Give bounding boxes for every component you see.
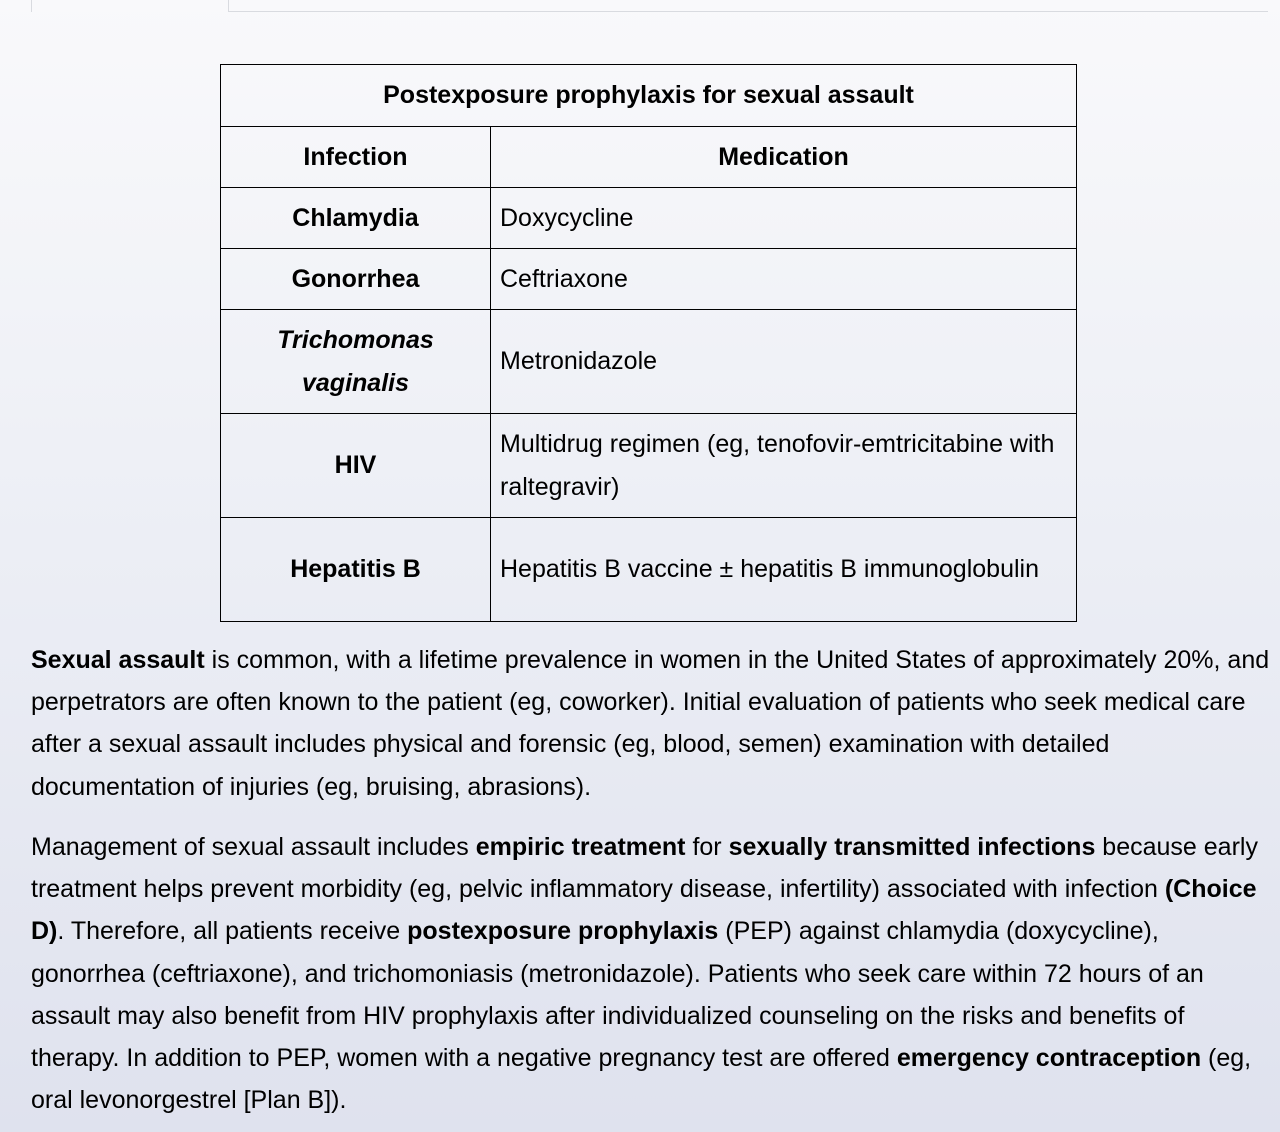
paragraph-text: Management of sexual assault includes <box>31 833 476 861</box>
table-title: Postexposure prophylaxis for sexual assault <box>221 65 1077 127</box>
top-tab-bar <box>0 0 1280 12</box>
infection-cell: Chlamydia <box>221 188 491 249</box>
paragraph-text: is common, with a lifetime prevalence in women in the United States of approximately 20%, and perpetrators are often known to the patient (eg, coworker). Initial evaluation of patients who seek medical care after a sexual assault includes physical and forensic (eg, blood, semen) examination with detailed documentation of injuries (eg, bruising, abrasions). <box>31 646 1270 801</box>
bold-term: Sexual assault <box>31 646 205 674</box>
active-tab[interactable] <box>31 0 229 12</box>
infection-cell: Hepatitis B <box>221 518 491 622</box>
paragraph-text: (PEP) against chlamydia (doxycycline), gonorrhea (ceftriaxone), and trichomoniasis (metronidazole). Patients who seek care within 72 hours of an assault may also benefit from HIV prophylaxis after individualized counseling on the risks and benefits of therapy. In addition to PEP, women with a negative pregnancy test are offered <box>31 917 1204 1073</box>
choice-reference: (Choice D) <box>31 875 1257 946</box>
column-header-medication: Medication <box>491 127 1077 188</box>
tab-divider-line <box>229 11 1268 12</box>
medication-cell: Hepatitis B vaccine ± hepatitis B immunoglobulin <box>491 518 1077 622</box>
table-row <box>221 249 1077 310</box>
paragraph-text: (eg, oral levonorgestrel [Plan B]). <box>31 1044 1252 1115</box>
table-row <box>221 188 1077 249</box>
medication-cell: Ceftriaxone <box>491 249 1077 310</box>
table-row <box>221 310 1077 414</box>
bold-term: sexually transmitted infections <box>728 833 1096 861</box>
bold-term: emergency contraception <box>896 1044 1202 1073</box>
table-row <box>221 414 1077 518</box>
medication-cell: Multidrug regimen (eg, tenofovir-emtricitabine with raltegravir) <box>491 414 1077 518</box>
column-header-infection: Infection <box>221 127 491 188</box>
medication-cell: Doxycycline <box>491 188 1077 249</box>
infection-cell: Trichomonas vaginalis <box>221 310 491 414</box>
infection-cell: Gonorrhea <box>221 249 491 310</box>
paragraph-text: for <box>685 833 729 861</box>
medication-cell: Metronidazole <box>491 310 1077 414</box>
bold-term: postexposure prophylaxis <box>407 917 719 946</box>
paragraph-text: because early treatment helps prevent morbidity (eg, pelvic inflammatory disease, infertility) associated with infection <box>31 833 1258 904</box>
pep-table <box>220 64 1077 622</box>
bold-term: empiric treatment <box>475 833 686 861</box>
explanation-paragraph-1 <box>31 639 1271 808</box>
table-row <box>221 518 1077 622</box>
paragraph-text: . Therefore, all patients receive <box>57 917 408 946</box>
infection-cell: HIV <box>221 414 491 518</box>
explanation-paragraph-2 <box>31 826 1271 1121</box>
